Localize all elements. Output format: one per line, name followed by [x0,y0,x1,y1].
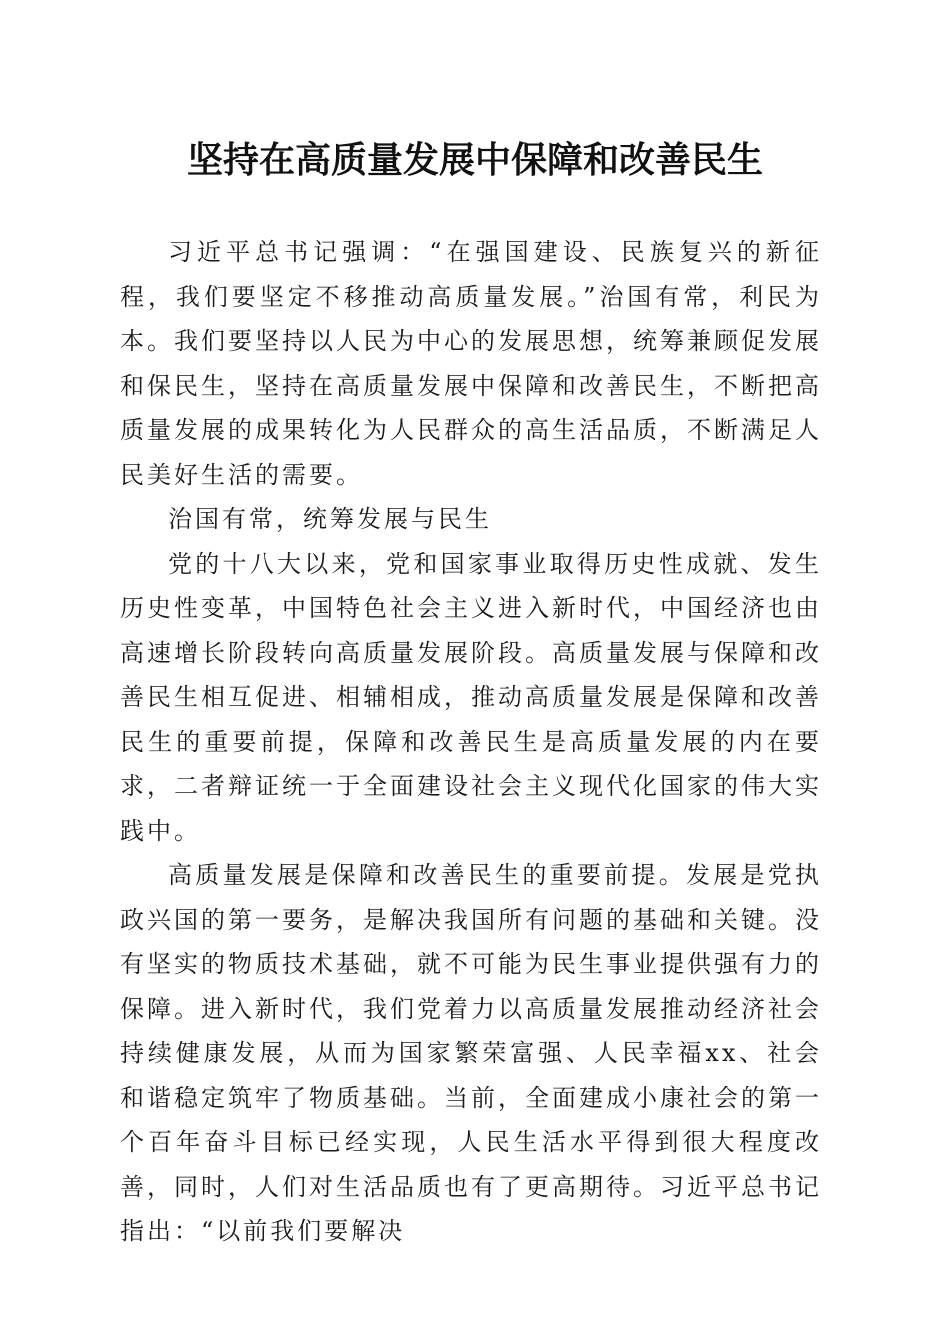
document-body [120,230,822,1254]
document-title: 坚持在高质量发展中保障和改善民生 [186,139,763,181]
paragraph-overview: 党的十八大以来，党和国家事业取得历史性成就、发生历史性变革，中国特色社会主义进入新时代，中国经济也由高速增长阶段转向高质量发展阶段。高质量发展与保障和改善民生相互促进、相辅相成，推动高质量发展是保障和改善民生的重要前提，保障和改善民生是高质量发展的内在要求，二者辩证统一于全面建设社会主义现代化国家的伟大实践中。 [120,549,822,845]
paragraph-intro: 习近平总书记强调：“在强国建设、民族复兴的新征程，我们要坚定不移推动高质量发展。”治国有常，利民为本。我们要坚持以人民为中心的发展思想，统筹兼顾促发展和保民生，坚持在高质量发展中保障和改善民生，不断把高质量发展的成果转化为人民群众的高生活品质，不断满足人民美好生活的需要。 [120,238,822,489]
section-heading: 治国有常，统筹发展与民生 [168,505,492,533]
paragraph-premise: 高质量发展是保障和改善民生的重要前提。发展是党执政兴国的第一要务，是解决我国所有问题的基础和关键。没有坚实的物质技术基础，就不可能为民生事业提供强有力的保障。进入新时代，我们党着力以高质量发展推动经济社会持续健康发展，从而为国家繁荣富强、人民幸福xx、社会和谐稳定筑牢了物质基础。当前，全面建成小康社会的第一个百年奋斗目标已经实现，人民生活水平得到很大程度改善，同时，人们对生活品质也有了更高期待。习近平总书记指出：“以前我们要解决 [120,861,822,1245]
